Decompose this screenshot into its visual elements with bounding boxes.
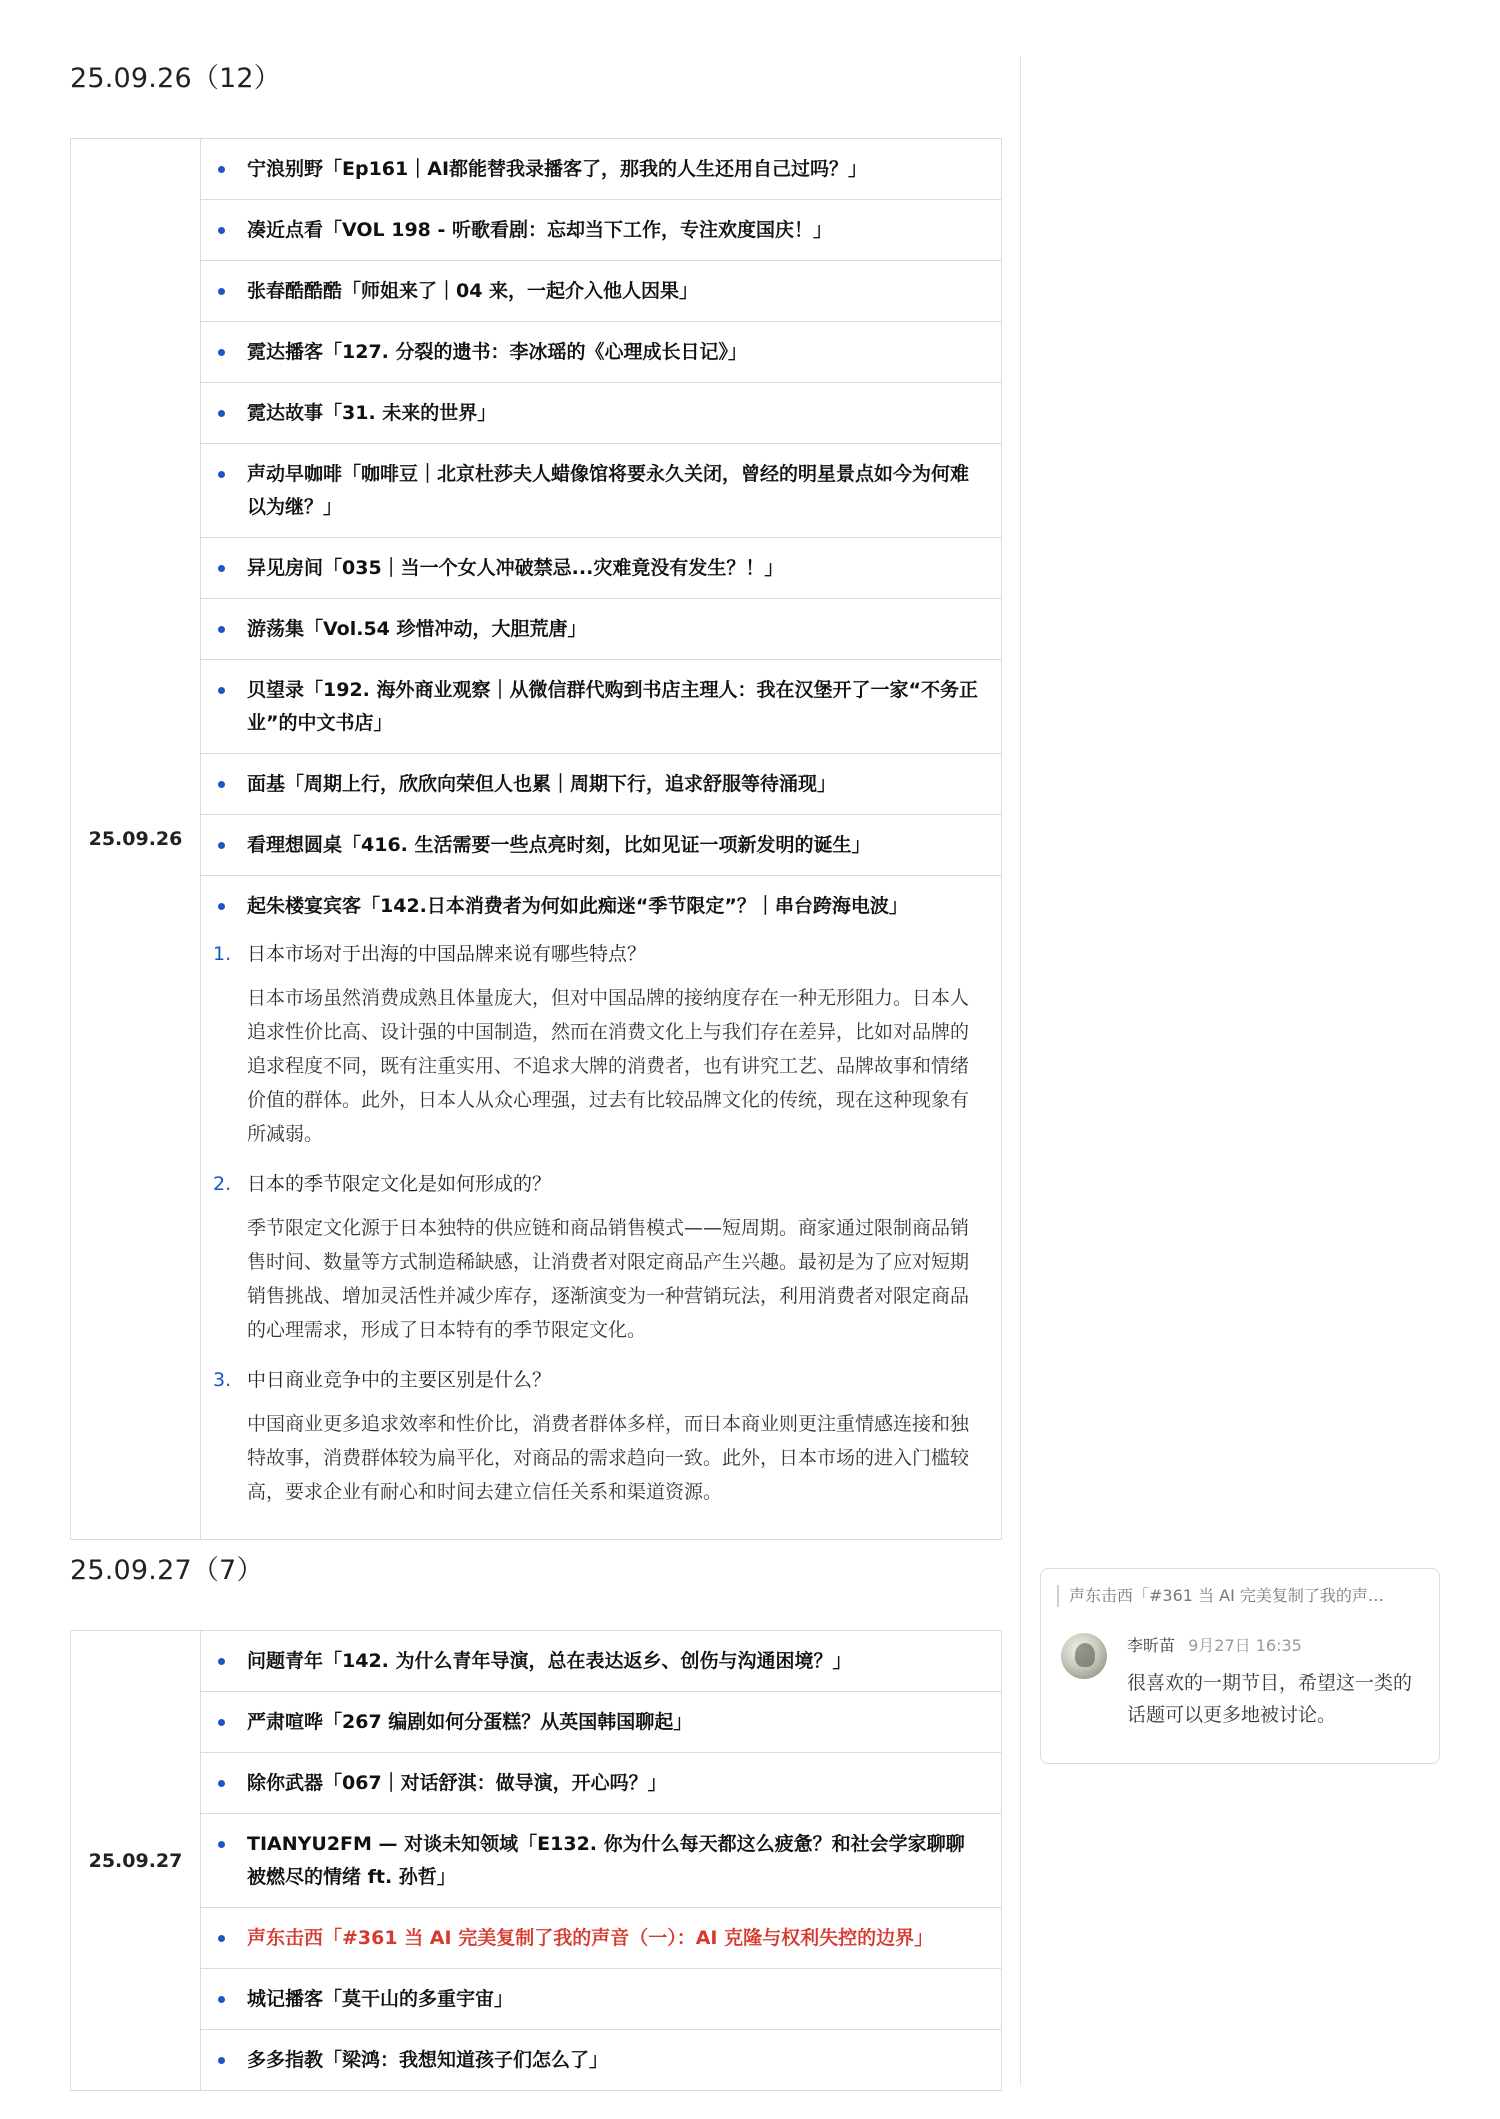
- comment-username: 李昕苗: [1127, 1636, 1176, 1655]
- episode-item[interactable]: [201, 2030, 1001, 2090]
- bullet-icon: [218, 227, 225, 234]
- episode-item[interactable]: [201, 139, 1001, 200]
- comment-text: 很喜欢的一期节目，希望这一类的话题可以更多地被讨论。: [1127, 1672, 1413, 1726]
- bullet-icon: [218, 1841, 225, 1848]
- episode-item[interactable]: [201, 815, 1001, 876]
- qa-number: 3.: [213, 1369, 232, 1391]
- episode-item[interactable]: [201, 660, 1001, 754]
- episode-item[interactable]: [201, 261, 1001, 322]
- bullet-icon: [218, 166, 225, 173]
- qa-item: [213, 1359, 981, 1521]
- episode-title: 看理想圆桌「416. 生活需要一些点亮时刻，比如见证一项新发明的诞生」: [247, 834, 871, 856]
- episode-title: 霓达播客「127. 分裂的遗书：李冰瑶的《心理成长日记》」: [247, 341, 747, 363]
- qa-question: [213, 933, 981, 971]
- episode-title: 多多指教「梁鸿：我想知道孩子们怎么了」: [247, 2049, 609, 2071]
- episode-title: 声动早咖啡「咖啡豆｜北京杜莎夫人蜡像馆将要永久关闭，曾经的明星景点如今为何难以为继？」: [247, 463, 970, 518]
- qa-answer: 季节限定文化源于日本独特的供应链和商品销售模式——短周期。商家通过限制商品销售时间、数量等方式制造稀缺感，让消费者对限定商品产生兴趣。最初是为了应对短期销售挑战、增加灵活性并减少库存，逐渐演变为一种营销玩法，利用消费者对限定商品的心理需求，形成了日本特有的季节限定文化。: [247, 1217, 970, 1341]
- bullet-icon: [218, 288, 225, 295]
- episode-list: [201, 139, 1002, 1540]
- qa-item: [213, 933, 981, 1163]
- episode-item[interactable]: [201, 383, 1001, 444]
- bullet-icon: [218, 626, 225, 633]
- bullet-icon: [218, 1780, 225, 1787]
- episode-title: 严肃喧哗「267 编剧如何分蛋糕？从英国韩国聊起」: [247, 1711, 693, 1733]
- date-cell: 25.09.26: [71, 139, 201, 1540]
- bullet-icon: [218, 1996, 225, 2003]
- bullet-icon: [218, 565, 225, 572]
- qa-number: 2.: [213, 1173, 232, 1195]
- qa-question-text: 日本市场对于出海的中国品牌来说有哪些特点？: [247, 943, 647, 965]
- episode-item[interactable]: [201, 444, 1001, 538]
- episode-item[interactable]: [201, 1969, 1001, 2030]
- bullet-icon: [218, 687, 225, 694]
- episode-item-expanded[interactable]: [201, 876, 1001, 933]
- episode-title: 贝望录「192. 海外商业观察｜从微信群代购到书店主理人：我在汉堡开了一家“不务正业”的中文书店」: [247, 679, 978, 734]
- episode-item[interactable]: [201, 322, 1001, 383]
- comment-meta: [1127, 1635, 1302, 1657]
- bullet-icon: [218, 349, 225, 356]
- episode-title: 问题青年「142. 为什么青年导演，总在表达返乡、创伤与沟通困境？」: [247, 1650, 852, 1672]
- episode-title: 宁浪别野「Ep161｜AI都能替我录播客了，那我的人生还用自己过吗？」: [247, 158, 868, 180]
- qa-answer: 日本市场虽然消费成熟且体量庞大，但对中国品牌的接纳度存在一种无形阻力。日本人追求性价比高、设计强的中国制造，然而在消费文化上与我们存在差异，比如对品牌的追求程度不同，既有注重实用、不追求大牌的消费者，也有讲究工艺、品牌故事和情绪价值的群体。此外，日本人从众心理强，过去有比较品牌文化的传统，现在这种现象有所减弱。: [247, 987, 970, 1145]
- episode-item[interactable]: [201, 599, 1001, 660]
- comment-quote[interactable]: 声东击西「#361 当 AI 完美复制了我的声…: [1057, 1585, 1423, 1607]
- episode-qa-list: [201, 933, 1001, 1539]
- episode-title: 凑近点看「VOL 198 - 听歌看剧：忘却当下工作，专注欢度国庆！」: [247, 219, 833, 241]
- episode-item[interactable]: [201, 754, 1001, 815]
- section-title-0927: 25.09.27（7）: [70, 1555, 264, 1586]
- episode-title: TIANYU2FM — 对谈未知领域「E132. 你为什么每天都这么疲惫？和社会学家聊聊被燃尽的情绪 ft. 孙哲」: [247, 1833, 965, 1888]
- bullet-icon: [218, 1935, 225, 1942]
- episode-title: 霓达故事「31. 未来的世界」: [247, 402, 497, 424]
- qa-question-text: 中日商业竞争中的主要区别是什么？: [247, 1369, 552, 1391]
- column-divider: [1020, 56, 1021, 2086]
- bullet-icon: [218, 1719, 225, 1726]
- bullet-icon: [218, 471, 225, 478]
- episode-item[interactable]: [201, 200, 1001, 261]
- episode-item[interactable]: [201, 538, 1001, 599]
- episode-title: 城记播客「莫干山的多重宇宙」: [247, 1988, 514, 2010]
- qa-item: [213, 1163, 981, 1359]
- episode-title: 面基「周期上行，欣欣向荣但人也累｜周期下行，追求舒服等待涌现」: [247, 773, 837, 795]
- episode-title: 异见房间「035｜当一个女人冲破禁忌...灾难竟没有发生？！」: [247, 557, 784, 579]
- section-title-0925: 25.09.26（12）: [70, 63, 281, 94]
- episode-item[interactable]: [201, 1692, 1001, 1753]
- qa-question: [213, 1163, 981, 1201]
- bullet-icon: [218, 781, 225, 788]
- episode-title: 除你武器「067｜对话舒淇：做导演，开心吗？」: [247, 1772, 667, 1794]
- episode-item-highlighted[interactable]: [201, 1908, 1001, 1969]
- comment-timestamp: 9月27日 16:35: [1188, 1636, 1302, 1655]
- episode-item[interactable]: [201, 1814, 1001, 1908]
- episode-table-0927: [70, 1630, 1002, 2091]
- episode-list: [201, 1631, 1002, 2091]
- bullet-icon: [218, 842, 225, 849]
- episode-title: 张春酷酷酷「师姐来了｜04 来，一起介入他人因果」: [247, 280, 699, 302]
- bullet-icon: [218, 410, 225, 417]
- qa-number: 1.: [213, 943, 232, 965]
- avatar[interactable]: [1061, 1633, 1107, 1679]
- episode-title: 游荡集「Vol.54 珍惜冲动，大胆荒唐」: [247, 618, 587, 640]
- bullet-icon: [218, 903, 225, 910]
- episode-item[interactable]: [201, 1631, 1001, 1692]
- date-cell: 25.09.27: [71, 1631, 201, 2091]
- episode-item[interactable]: [201, 1753, 1001, 1814]
- bullet-icon: [218, 2057, 225, 2064]
- comment-card[interactable]: [1040, 1568, 1440, 1764]
- episode-title: 声东击西「#361 当 AI 完美复制了我的声音（一）：AI 克隆与权利失控的边界」: [247, 1927, 934, 1949]
- episode-title: 起朱楼宴宾客「142.日本消费者为何如此痴迷“季节限定”？｜串台跨海电波」: [247, 895, 908, 917]
- qa-answer: 中国商业更多追求效率和性价比，消费者群体多样，而日本商业则更注重情感连接和独特故事，消费群体较为扁平化，对商品的需求趋向一致。此外，日本市场的进入门槛较高，要求企业有耐心和时间去建立信任关系和渠道资源。: [247, 1413, 970, 1503]
- qa-question-text: 日本的季节限定文化是如何形成的？: [247, 1173, 552, 1195]
- qa-question: [213, 1359, 981, 1397]
- bullet-icon: [218, 1658, 225, 1665]
- episode-table-0926: [70, 138, 1002, 1540]
